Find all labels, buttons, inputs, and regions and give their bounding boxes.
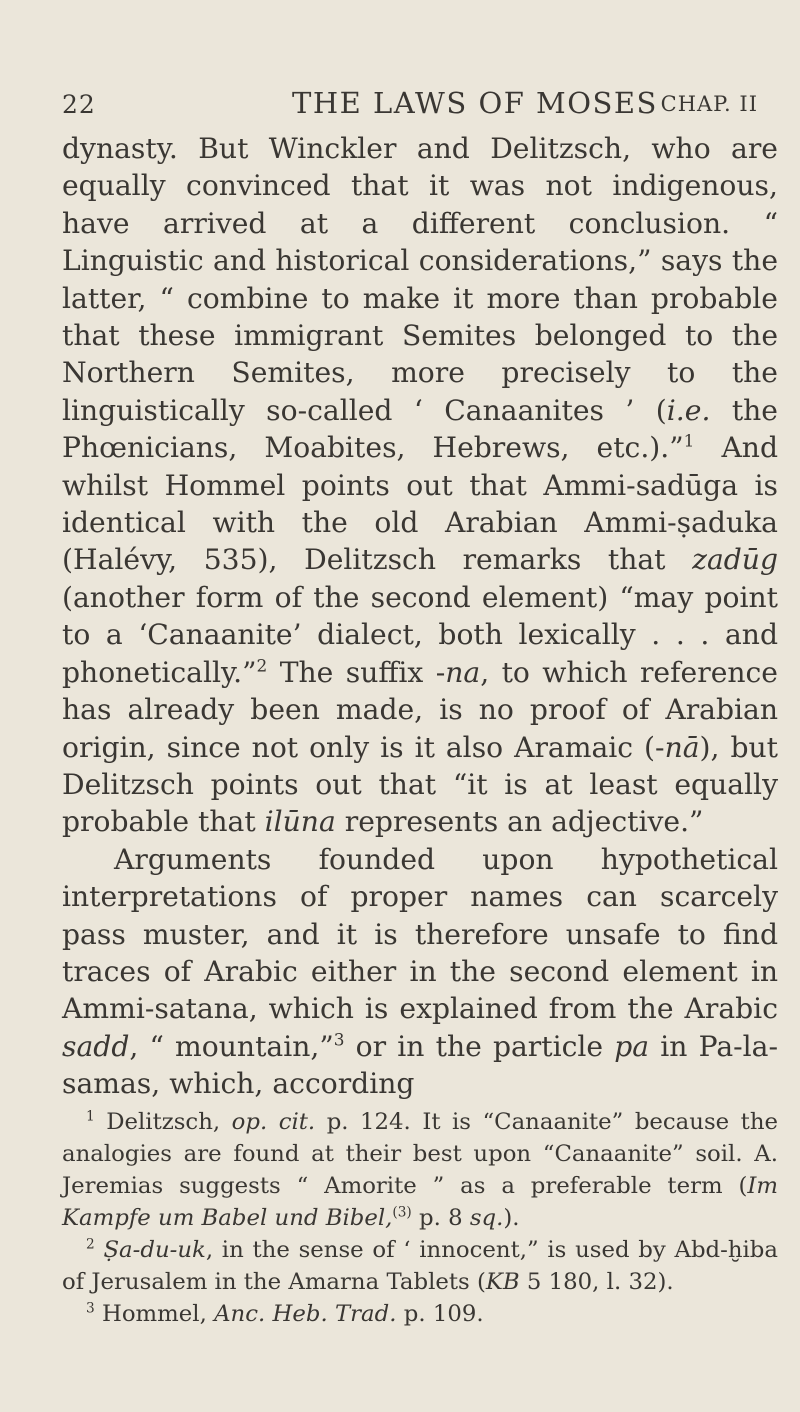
footnote-1	[62, 1106, 778, 1234]
chapter-label: CHAP. II	[660, 92, 758, 116]
text-run: And whilst Hommel points out that Ammi-sadūga is identical with the old Arabian Ammi-ṣaduka (Halévy, 535), Delitzsch remarks that	[62, 431, 779, 577]
footnote-mark: 3	[86, 1300, 95, 1317]
text-run: 5 180, l. 32).	[519, 1269, 674, 1295]
italic-run: op. cit.	[231, 1109, 316, 1135]
footnote-mark: 2	[86, 1236, 95, 1253]
italic-run: sadd	[62, 1029, 130, 1063]
footnotes	[62, 1106, 778, 1330]
page-number: 22	[62, 90, 96, 119]
footnote-3	[62, 1298, 778, 1330]
footnote-ref-2: 2	[256, 655, 268, 676]
text-run: , in the sense of ‘ innocent,” is used by Abd-ḫiba of Jerusalem in the Amarna Tablets (	[62, 1237, 778, 1295]
text-run: ).	[503, 1205, 520, 1231]
text-run: (another form of the second element) “may point to a ‘Canaanite’ dialect, both lexically . . . and phonetically.”	[62, 580, 778, 689]
paragraph-2	[62, 841, 778, 1103]
running-header	[62, 86, 758, 126]
text-run: Hommel,	[94, 1301, 215, 1327]
italic-run: na	[445, 655, 481, 689]
text-run: p. 124. It is “Canaanite” because the analogies are found at their best upon “Canaanite” soil. A. Jeremias suggests “ Amorite ” as a preferable term (	[62, 1109, 778, 1199]
italic-run: ilūna	[264, 805, 336, 839]
italic-run: sq.	[469, 1205, 504, 1231]
text-run: dynasty. But Winckler and Delitzsch, who are equally convinced that it was not indigenous, have arrived at a different conclusion. “ Linguistic and historical considerations,” says the latter, “ combine to make it more than probable that these immigrant Semites belonged to the Northern Semites, more precisely to the linguistically so-called ‘ Canaanites ’ (	[62, 132, 778, 427]
footnote-2	[62, 1234, 778, 1298]
text-run: in Pa-la-samas, which, according	[62, 1029, 778, 1101]
italic-run: zadūg	[692, 543, 778, 577]
text-run: , “ mountain,”	[129, 1029, 334, 1063]
text-run: Arguments founded upon hypothetical interpretations of proper names can scarcely pass muster, and it is therefore unsafe to find traces of Arabic either in the second element in Ammi-satana, which is explained from the Arabic	[62, 842, 778, 1026]
text-run: p. 109.	[396, 1301, 484, 1327]
italic-run: i.e.	[666, 393, 711, 427]
footnote-mark: 1	[86, 1108, 95, 1125]
text-run: the Phœnicians, Moabites, Hebrews, etc.).”	[62, 393, 778, 465]
text-run: ), but Delitzsch points out that “it is at least equally probable that	[62, 730, 778, 839]
italic-run: Ṣa-du-uk	[103, 1237, 206, 1263]
running-title: THE LAWS OF MOSES	[292, 86, 658, 120]
text-run: The suffix -	[267, 655, 446, 689]
edition-mark: (3)	[392, 1204, 412, 1221]
text-run: , to which reference has already been made, is no proof of Arabian origin, since not only is it also Aramaic (-	[62, 655, 778, 764]
main-text	[62, 130, 778, 1103]
paragraph-1	[62, 130, 778, 841]
italic-run: Anc. Heb. Trad.	[214, 1301, 397, 1327]
text-run: or in the particle	[344, 1029, 615, 1063]
text-run: represents an adjective.”	[335, 805, 704, 839]
italic-run: pa	[614, 1029, 650, 1063]
italic-run: nā	[664, 730, 700, 764]
footnote-ref-1: 1	[683, 430, 695, 451]
italic-run: Im Kampfe um Babel und Bibel,	[62, 1173, 778, 1231]
italic-run: KB	[485, 1269, 520, 1295]
text-run: p. 8	[411, 1205, 470, 1231]
footnote-ref-3: 3	[333, 1029, 345, 1050]
text-run: Delitzsch,	[94, 1109, 232, 1135]
